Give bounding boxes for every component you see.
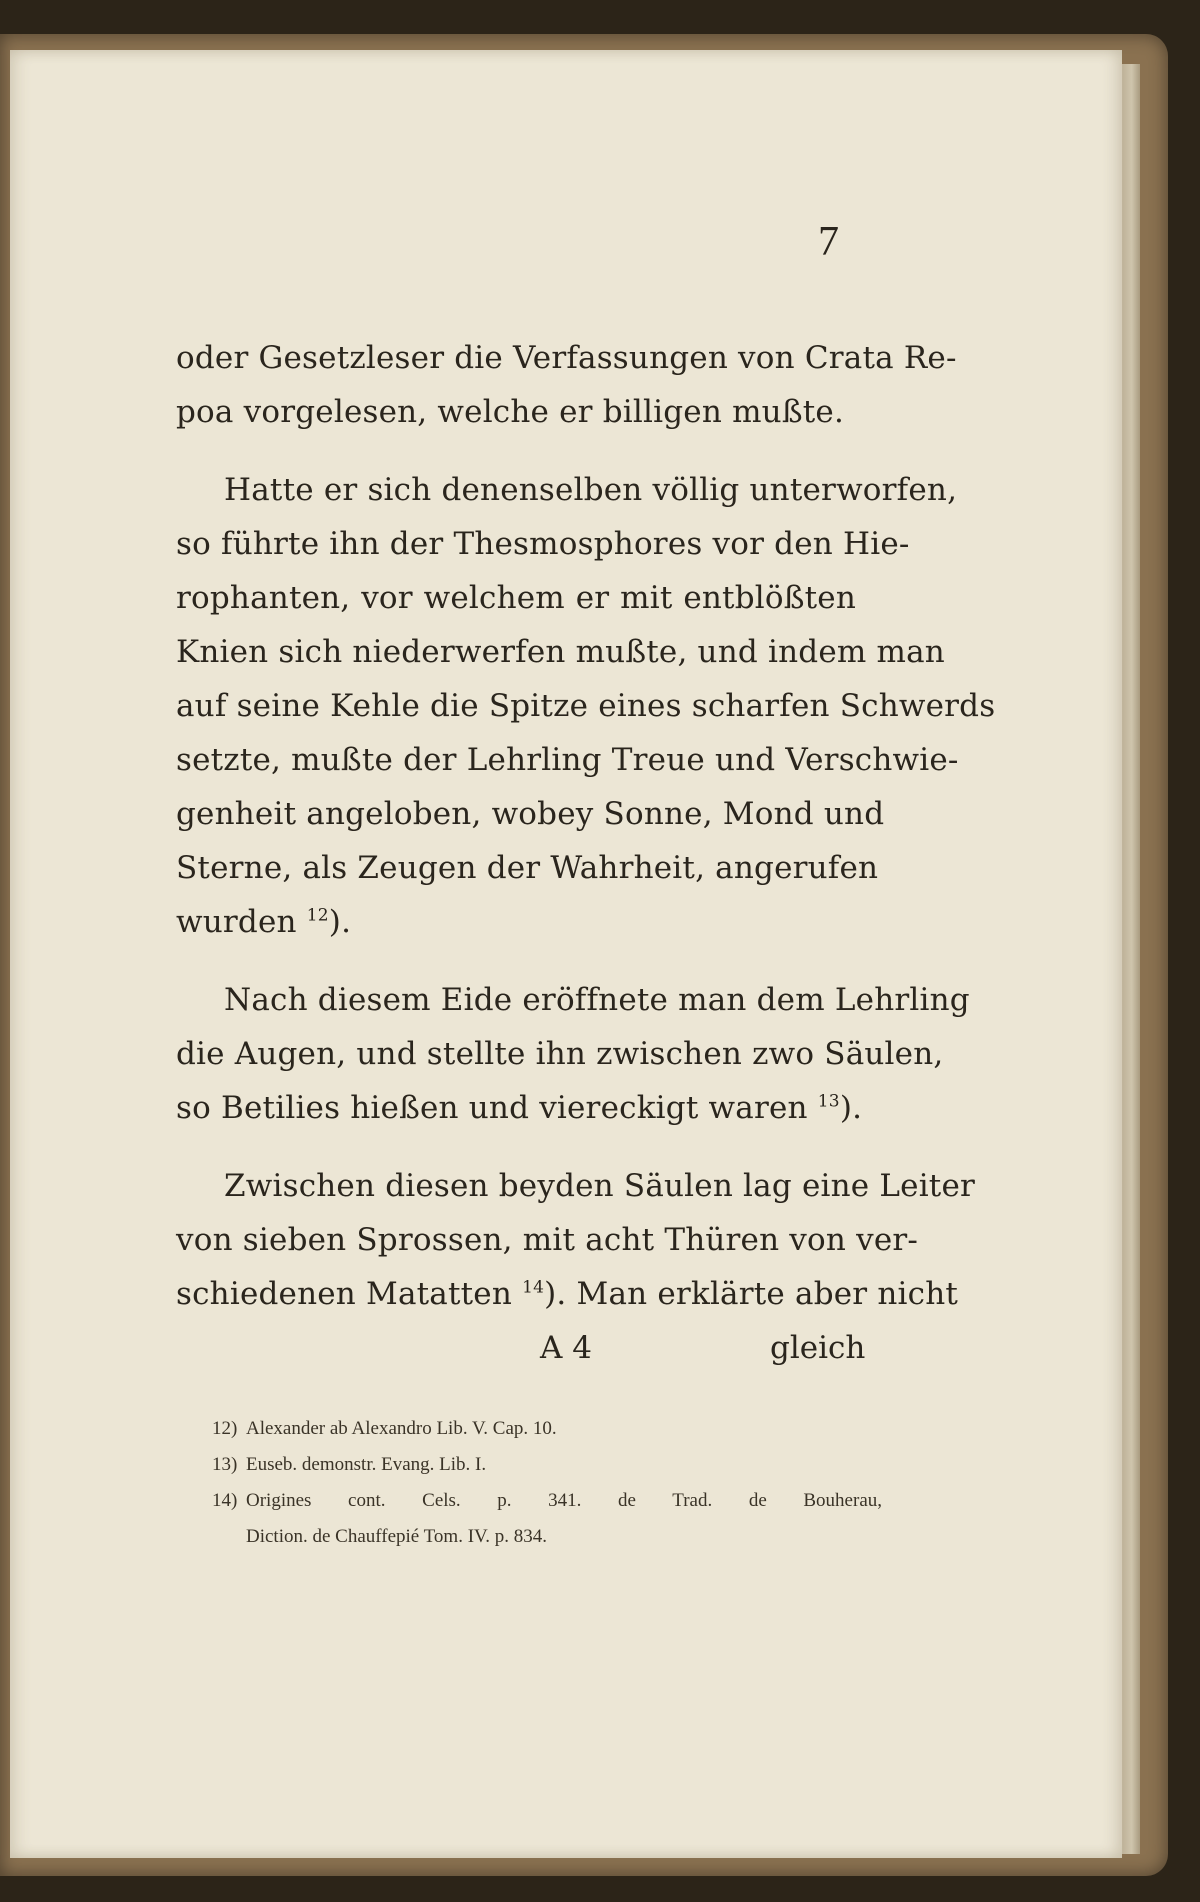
page-number: 7 — [818, 219, 839, 265]
text-line: setzte, mußte der Lehrling Treue und Verschwie- — [176, 742, 959, 778]
text-fragment: schiedenen Matatten — [176, 1276, 513, 1312]
footnote-mark: 12) — [212, 1418, 238, 1439]
text-line: von sieben Sprossen, mit acht Thüren von ver- — [176, 1222, 919, 1258]
text-fragment — [176, 1276, 566, 1312]
footnote-text: Alexander ab Alexandro Lib. V. Cap. 10. — [246, 1418, 557, 1439]
text-line — [176, 1276, 959, 1312]
catchword: gleich — [770, 1330, 866, 1366]
text-fragment: so Betilies hießen und viereckigt waren — [176, 1090, 808, 1126]
text-fragment: ). — [328, 904, 352, 940]
footnote-mark: 13) — [212, 1454, 238, 1475]
text-line: oder Gesetzleser die Verfassungen von Crata Re- — [176, 340, 957, 376]
footnote — [246, 1526, 547, 1548]
text-fragment: wurden — [176, 904, 297, 940]
text-line: auf seine Kehle die Spitze eines scharfen Schwerds — [176, 688, 996, 724]
text-fragment: Man erklärte aber nicht — [576, 1276, 959, 1312]
footnote-ref: 13 — [817, 1091, 840, 1112]
text-line: Nach diesem Eide eröffnete man dem Lehrling — [224, 982, 970, 1018]
text-line: Knien sich niederwerfen mußte, und indem man — [176, 634, 945, 670]
footnote-text: Diction. de Chauffepié Tom. IV. p. 834. — [246, 1526, 548, 1547]
text-line: poa vorgelesen, welche er billigen mußte. — [176, 394, 844, 430]
footnote-mark: 14) — [212, 1490, 238, 1511]
text-line: die Augen, und stellte ihn zwischen zwo Säulen, — [176, 1036, 944, 1072]
text-fragment: ). — [544, 1276, 567, 1312]
footnote — [212, 1490, 882, 1512]
text-line: genheit angeloben, wobey Sonne, Mond und — [176, 796, 885, 832]
text-line: Sterne, als Zeugen der Wahrheit, angerufen — [176, 850, 879, 886]
footnote-text: Origines cont. Cels. p. 341. de Trad. de Bouherau, — [246, 1490, 882, 1511]
text-line — [176, 1090, 863, 1126]
text-line: so führte ihn der Thesmosphores vor den Hie- — [176, 526, 910, 562]
footnote-ref: 12 — [306, 905, 329, 926]
text-line — [176, 904, 856, 940]
text-line: Zwischen diesen beyden Säulen lag eine Leiter — [224, 1168, 976, 1204]
page-text — [10, 50, 1122, 1858]
text-line: Hatte er sich denenselben völlig unterworfen, — [224, 472, 958, 508]
footnote-text: Euseb. demonstr. Evang. Lib. I. — [246, 1454, 487, 1475]
footnote — [212, 1454, 486, 1476]
footnote-ref: 14 — [522, 1277, 545, 1298]
text-fragment: ). — [839, 1090, 863, 1126]
text-line: rophanten, vor welchem er mit entblößten — [176, 580, 856, 616]
page-sheet — [10, 50, 1122, 1858]
signature-mark: A 4 — [540, 1330, 592, 1366]
footnote — [212, 1418, 557, 1440]
